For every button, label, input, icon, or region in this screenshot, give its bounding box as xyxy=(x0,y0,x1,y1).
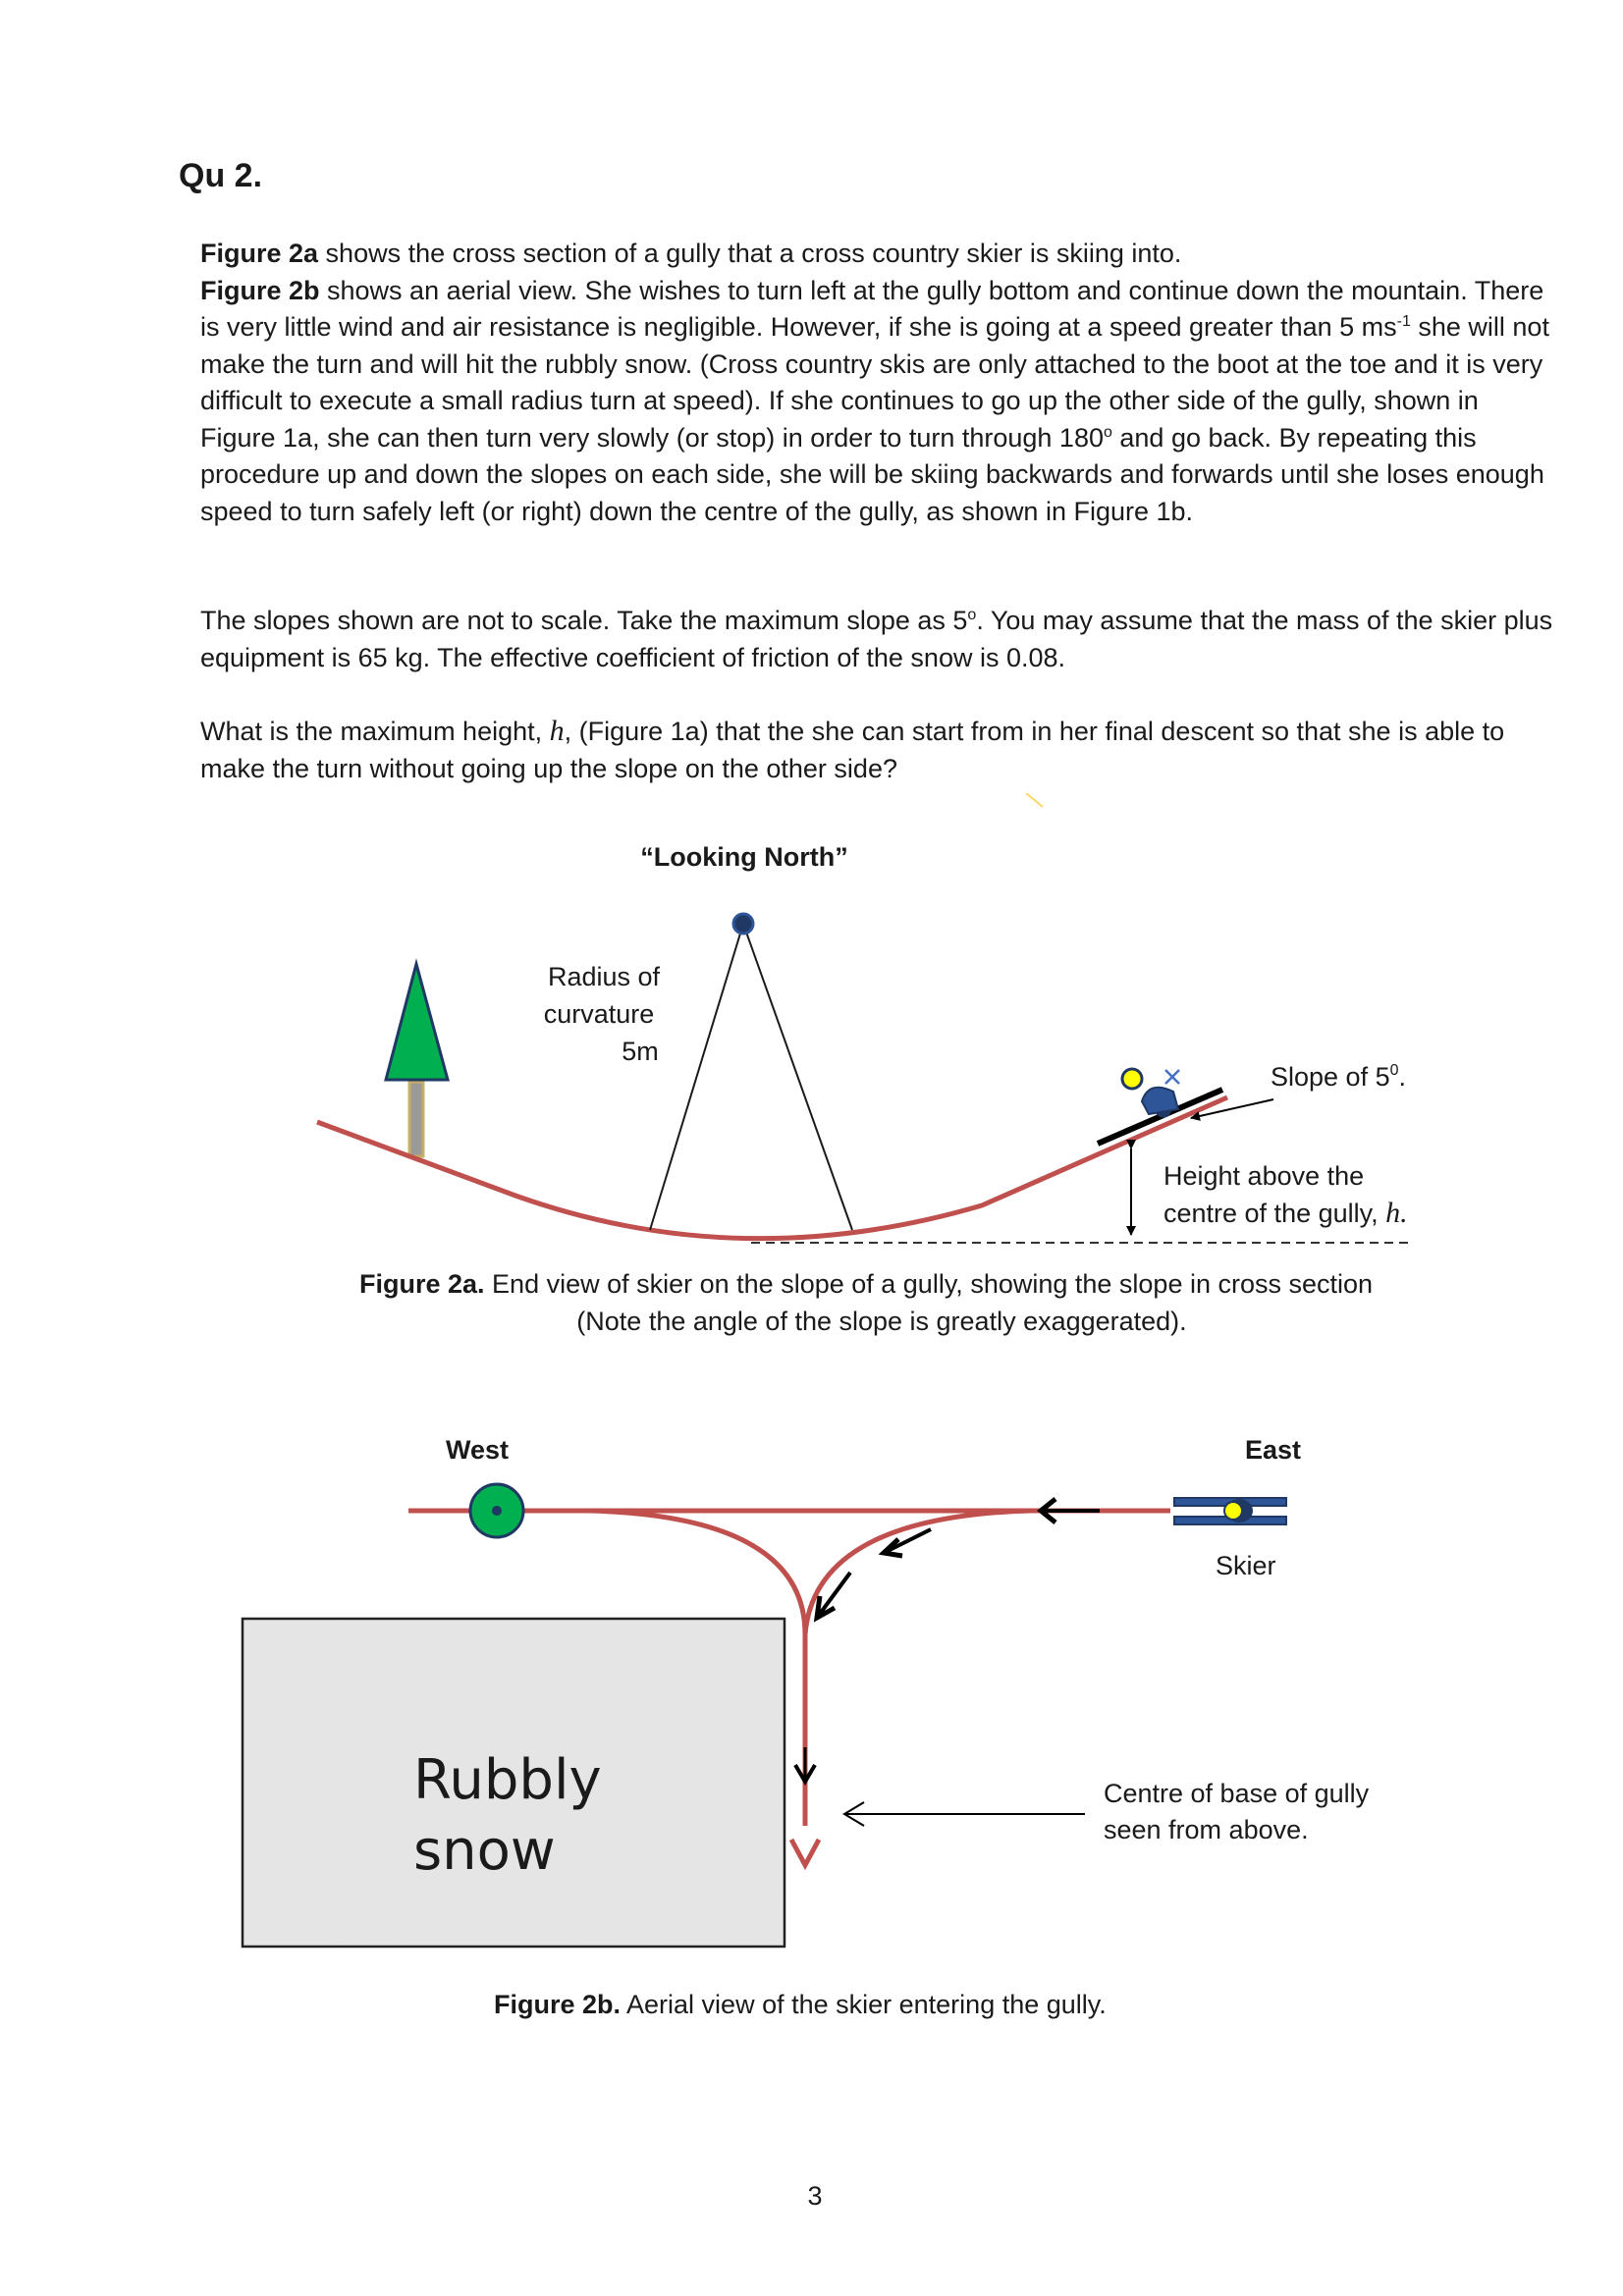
west-label: West xyxy=(446,1435,510,1465)
track-end-arrowhead xyxy=(791,1840,819,1865)
gully-cross-section xyxy=(317,1097,1227,1239)
fig2a-caption: Figure 2a. End view of skier on the slope of a gully, showing the slope in cross section xyxy=(359,1269,1374,1299)
radius-label-1: Radius of xyxy=(547,962,661,991)
rubbly-label-2: snow xyxy=(413,1819,556,1883)
wide-turn-track xyxy=(589,1511,805,1634)
rubbly-label-1: Rubbly xyxy=(413,1748,602,1812)
question-heading: Qu 2. xyxy=(179,157,263,194)
fig2a-ref: Figure 2a xyxy=(200,239,319,268)
intro-text-1: shows the cross section of a gully that a cross country skier is skiing into. xyxy=(318,239,1182,268)
tight-turn-track xyxy=(805,1511,1031,1634)
slope-degree-superscript: o xyxy=(967,607,977,623)
radius-line-left xyxy=(650,924,743,1230)
assumptions-text-2: . You may assume that the mass of the skier plus equipment is 65 kg. The effective coefficient of friction of the snow is 0.08. xyxy=(200,606,1553,672)
height-label-1: Height above the xyxy=(1163,1161,1365,1191)
assumptions-text-1: The slopes shown are not to scale. Take the maximum slope as 5 xyxy=(200,606,968,635)
radius-line-right xyxy=(743,924,852,1230)
slope-label: Slope of $5^0$. xyxy=(1271,1062,1407,1092)
radius-pivot-dot xyxy=(733,914,753,934)
intro-text-3: she will not make the turn and will hit the rubbly snow. (Cross country skis are only attached to the boot at the toe and it is very difficult to execute a small radius turn at speed). If she continues to go up the other side of the gully, shown in Figure 1a, she can then turn very slowly (or stop) in order to turn through 180 xyxy=(200,312,1549,453)
figure-2b xyxy=(243,1435,1370,2019)
centre-label-1: Centre of base of gully xyxy=(1104,1779,1370,1808)
figure-2a xyxy=(317,842,1414,1336)
centre-label-2: seen from above. xyxy=(1104,1815,1309,1844)
height-variable: h xyxy=(549,715,565,747)
fig2a-title: “Looking North” xyxy=(640,842,848,872)
highlighter-mark xyxy=(1026,793,1043,807)
page-number: 3 xyxy=(807,2181,823,2211)
degree-superscript: o xyxy=(1103,423,1112,441)
tree-icon xyxy=(386,964,448,1156)
question-text-1: What is the maximum height, xyxy=(200,717,550,746)
intro-text-4: and go back. By repeating this procedure up and down the slopes on each side, she will be skiing backwards and forwards until she loses enough speed to turn safely left (or right) down the centre of the gully, as shown in Figure 1b. xyxy=(200,422,1544,526)
east-label: East xyxy=(1245,1435,1302,1465)
radius-label-2: curvature xyxy=(543,999,655,1029)
fig2b-ref: Figure 2b xyxy=(200,275,320,305)
skier-label: Skier xyxy=(1216,1551,1276,1580)
fig2b-caption: Figure 2b. Aerial view of the skier entering the gully. xyxy=(494,1990,1107,2019)
question-text-2: , (Figure 1a) that the she can start from in her final descent so that she is able to make the turn without going up the slope on the other side? xyxy=(200,717,1505,783)
radius-label-3: 5m xyxy=(622,1037,659,1066)
skier-top-view-icon xyxy=(1174,1498,1286,1524)
fig2a-caption-note: (Note the angle of the slope is greatly exaggerated). xyxy=(576,1307,1187,1336)
intro-text-2: shows an aerial view. She wishes to turn left at the gully bottom and continue down the mountain. There is very little wind and air resistance is negligible. However, if she is going at a speed greater than 5 ms xyxy=(200,275,1544,342)
tree-top-view-icon xyxy=(470,1484,523,1537)
unit-superscript: -1 xyxy=(1396,313,1411,330)
height-label-2: centre of the gully, h. xyxy=(1163,1197,1408,1229)
